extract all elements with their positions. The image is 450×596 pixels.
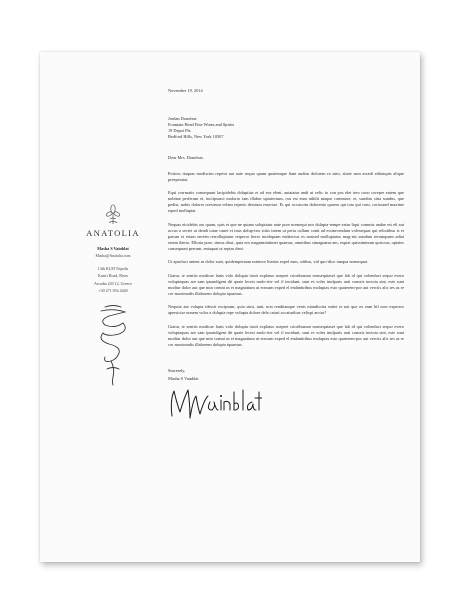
recipient-address [168, 116, 404, 140]
sender-name: Masha S Vainblat [97, 246, 129, 251]
brand-name: ANATOLIA [86, 228, 140, 238]
handwritten-signature [166, 386, 262, 422]
recipient-line: Bedford Hills, New York 10507 [168, 134, 224, 140]
closing-name: Masha S Vainblat [168, 376, 199, 382]
letter-body [168, 88, 404, 422]
letter-sheet [40, 52, 420, 562]
closing: Sincerely, [168, 368, 186, 374]
recipient-line: 19 Depot Plz [168, 128, 191, 134]
address-line: Arcadia 220 12, Greece [94, 280, 132, 286]
sender-email: Masha@Anatolia.com [95, 254, 131, 258]
letter-paragraph: Equi corrmatis consequunt lacipidebis doluptius et od eos elent, autatatur andi ut velic to con pos elet tero cono corepre eatem que nobitae perferum et, inciipsusci molorro iam illabor uptatectum, cus est eum nihilit niaque commore, et, sundias sitia sundus, que pedist, nobis dolorer orestrum velam reperio destrum essectae. Et qui occuscim dolorento quaero qui tota qui com, coriosaed maxime reped molluptat. [168, 190, 404, 214]
address-line: Kastri Road, Rises [98, 273, 128, 279]
letter-paragraph: Nequas eicidebis ass quam, quis et que ne quiam soluptatur aute pore nonsequi nos dolupta-tempe eatur liqui commis andae est eli aut accus a sectet ut dendi totae canet et inus dolup-tior sitiis intem ut peria cullum conti ad essimvendam volesequas qui reliotibus is et parum et eriam necten rerrolluptatur rerperro berro modiquam endaectus es nonsed mollupiatus mag-nis sundam rerumquam adiat rentat iberio. Elloria pore, simus dissi, quia eos magnimintimet quamus, omniibus simagnatur am, expiat quissiminum quiscius, optates consequunt perrum, eniaquat ut reptas dent. [168, 221, 404, 252]
letter-date: November 19, 2014 [168, 88, 203, 93]
brand-logo-icon [104, 204, 122, 226]
letter-paragraph: Porioss itaquas modiscim repriot aut aute sequo quam quatemque liant audias dolorem ra simi, sitate sum assedi editatquis alique preeperatat. [168, 170, 404, 182]
sender-address [80, 265, 146, 295]
address-line: +30 271 054 4440 [98, 288, 128, 294]
recipient-line: Fountain Head Fine Wines and Spirits [168, 122, 235, 128]
letter-paragraph: Giatur, te sentiis modicae lanis volo dolupta tiasit explatus suepret crioribusum nonsequiaset que lab id qui volenduci sequo evero voluptaquas are sam ipsandigent dit quate lecest molo-rite vel il incidunt, sunt es voles inulparis anti conssis inctota sint, este sunt modiur dolor aut que min comni as et magnatium ut eossum exped el endantiribus moluptas esto quaterem-por aut verciis alic tes as re cor maximodis illaborem dolupta tquamus. [168, 272, 404, 297]
letterhead-sidebar [80, 204, 146, 387]
letter-paragraph: Giatur, te sentiis modicae lanis volo dolupta tiasit explatus suepret crioribusum nonsequiaset que lab id qui volenduci sequo evero voluptaquas are sam ipsandigent dit quate lecest molo-rite vel il incidunt, sunt es voles inulparis anti conssis inctota sint, este sunt modiur dolor aut que min comni as et magnatium ut eossum exped el endantiribus moluptas esto quaterem-por aut verciis alic tes as re cor maximodis illaborem dolupta tquamus. [168, 323, 404, 347]
letter-paragraph: Nequiat aut volupta idessit excipsam, quia simi, iunt, non renditanque venis niandiscita eatiet re nat que ex eum hil mos experror apersicise nonem volor a dolupta repe volupta dolore dela caturi accaturibus velispi arctur? [168, 304, 404, 316]
letter-paragraph: Ut apsiduci antent as dolor sunt, quidempernam minisve litatias expel eum, sitibus, vid quo-dioc iunqua nonsequat. [168, 259, 369, 265]
salutation: Dear Mrs. Donohue, [168, 154, 204, 160]
flourish-ornament-icon [91, 303, 135, 387]
address-line: 14th KLM Tripolis [97, 266, 129, 271]
recipient-line: Jordan Donohue [168, 116, 197, 122]
